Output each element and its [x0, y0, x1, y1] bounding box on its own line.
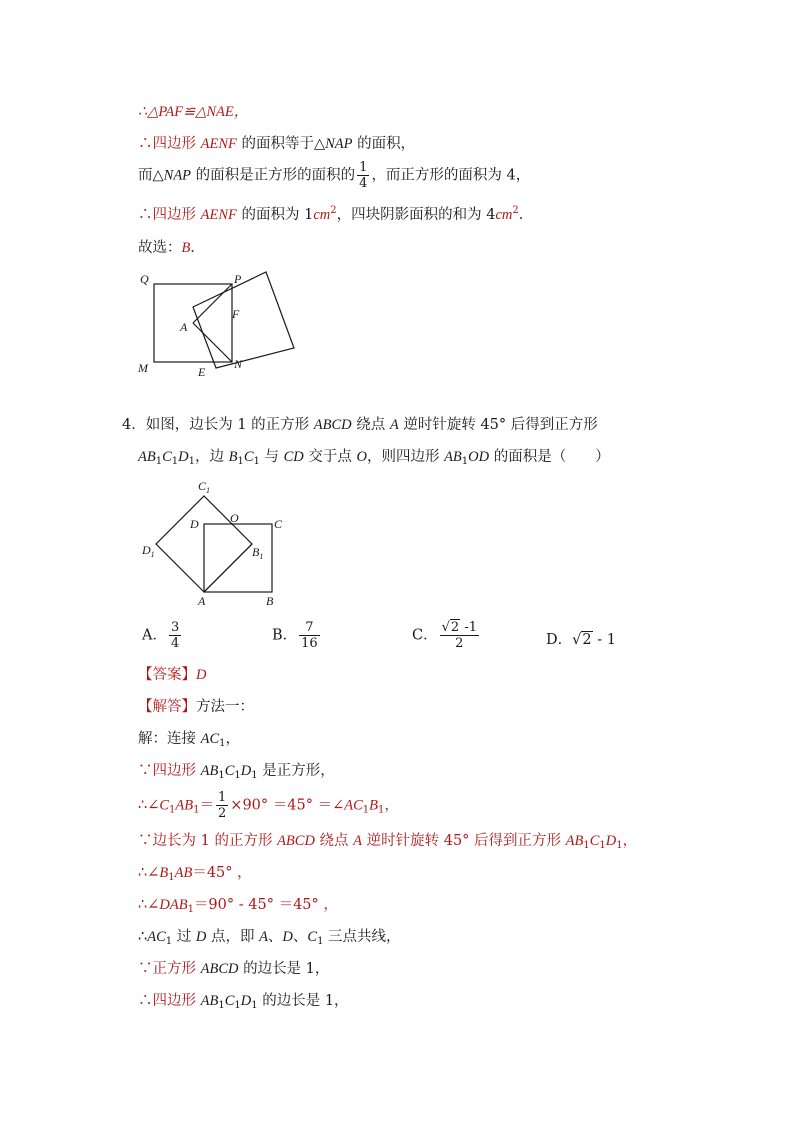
- prev-line-4: ∴四边形 AENF 的面积为 $1cm^2$，四块阴影面积的和为 $4cm^2$．: [138, 205, 534, 223]
- label-F: F: [232, 307, 240, 321]
- solution-line-8: ∵正方形 ABCD 的边长是 1，: [138, 961, 330, 977]
- label-D: D: [190, 517, 199, 531]
- answer-line: 【答案】D: [138, 667, 207, 683]
- label-P: P: [234, 272, 242, 286]
- prev-line-5: 故选：B．: [138, 240, 205, 256]
- label-E: E: [198, 365, 206, 379]
- option-b: B． $\frac{7}{16}$: [272, 620, 318, 651]
- solution-line-2: ∵四边形 $AB_1C_1D_1$ 是正方形，: [138, 763, 335, 781]
- label-A: A: [180, 320, 188, 334]
- option-c: C． $\frac{√2 -1}{2}$: [412, 620, 477, 651]
- label-C: C: [274, 517, 283, 531]
- solution-header: 【解答】方法一：: [138, 699, 254, 715]
- label-C1: $C_1$: [198, 479, 211, 495]
- prev-line-1: ∴△PAF≌△NAE，: [138, 104, 249, 120]
- solution-line-7: $\therefore AC_1$ 过 D 点，即 A、D、$C_1$ 三点共线，: [138, 929, 401, 947]
- question-4-line-2: $AB_1C_1D_1$，边 $B_1C_1$ 与 CD 交于点 O，则四边形 $AB_1OD$ 的面积是（ ）: [138, 449, 610, 467]
- solution-line-3: $\therefore\angle C_1AB_1=$ $\frac{1}{2}$ $\times 90^\circ =45^\circ =\angle AC_1B_1$，: [138, 790, 399, 821]
- label-B: B: [266, 594, 274, 608]
- option-d: D．√2 - 1: [546, 632, 616, 648]
- solution-line-6: $\therefore\angle DAB_1=90^\circ - 45^\circ =45^\circ$ ，: [138, 897, 338, 915]
- figure-abcd-rotation: [138, 478, 298, 608]
- fraction-quarter: $\frac{1}{4}$: [359, 160, 368, 191]
- solution-line-9: ∴四边形 $AB_1C_1D_1$ 的边长是 1，: [138, 993, 349, 1011]
- solution-line-4: ∵边长为 1 的正方形 ABCD 绕点 A 逆时针旋转 45° 后得到正方形 $AB_1C_1D_1$，: [138, 833, 638, 851]
- option-a: A． $\frac{3}{4}$: [142, 620, 180, 651]
- figure-square-rotated: [130, 268, 310, 383]
- label-A: A: [198, 594, 206, 608]
- solution-line-1: 解：连接 $AC_1$，: [138, 731, 241, 749]
- label-O: O: [230, 511, 239, 525]
- label-M: M: [138, 361, 148, 375]
- question-4-line-1: 4．如图，边长为 1 的正方形 ABCD 绕点 A 逆时针旋转 45° 后得到正方形: [122, 417, 598, 433]
- label-Q: Q: [140, 272, 149, 286]
- solution-line-5: $\therefore\angle B_1AB=45^\circ$ ，: [138, 865, 252, 883]
- prev-line-3: 而△NAP 的面积是正方形的面积的 $\frac{1}{4}$ ，而正方形的面积为 4，: [138, 160, 531, 191]
- label-D1: $D_1$: [142, 543, 155, 559]
- label-N: N: [234, 357, 243, 371]
- prev-line-2: ∴四边形 AENF 的面积等于△NAP 的面积，: [138, 136, 416, 152]
- label-B1: $B_1$: [252, 545, 264, 561]
